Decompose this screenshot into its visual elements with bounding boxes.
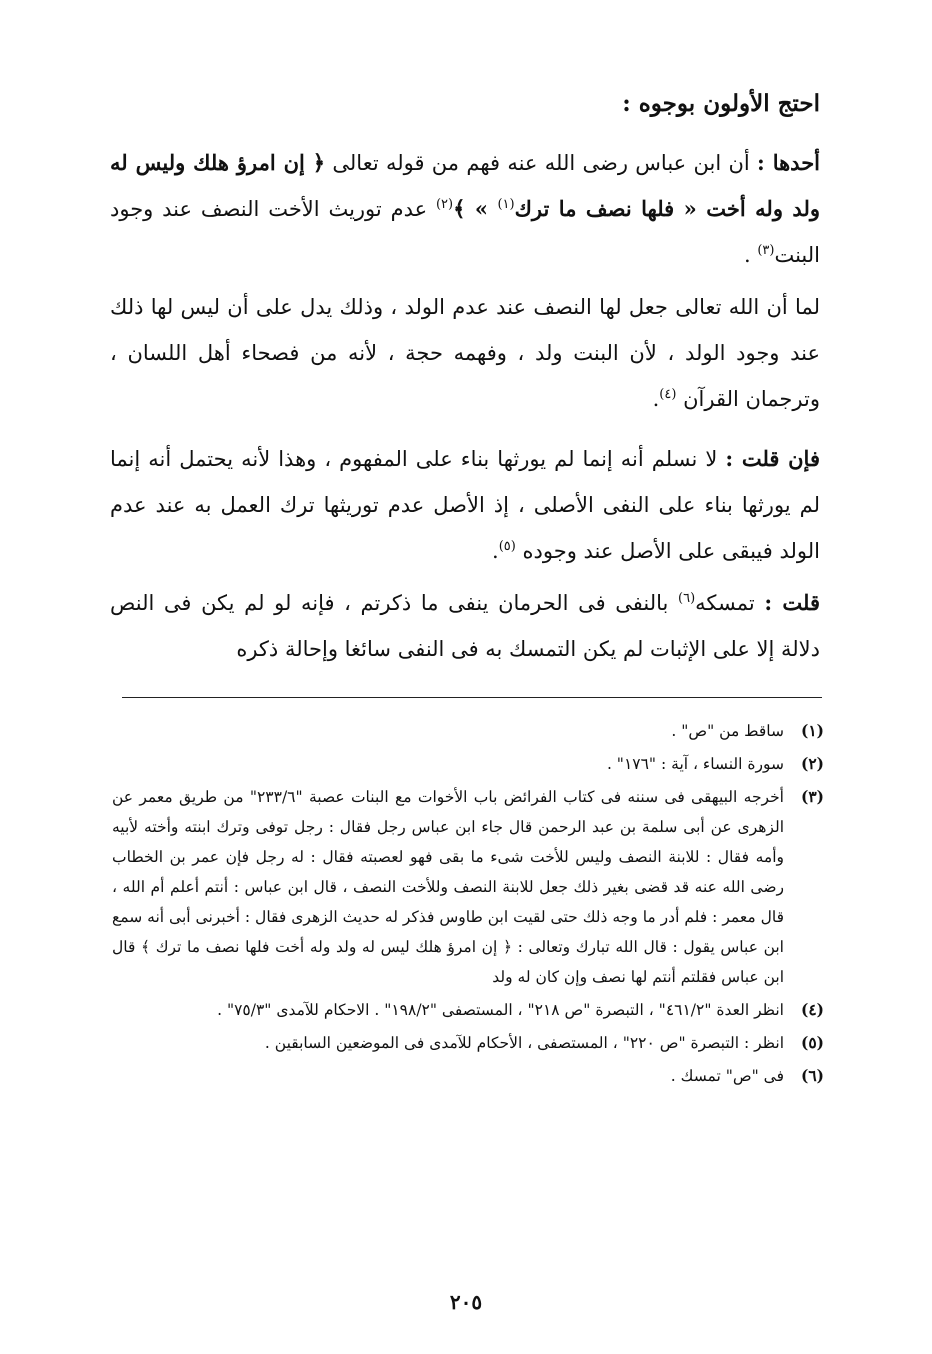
footnote-ref: (٣) — [757, 243, 775, 258]
paragraph-text: . — [743, 243, 758, 267]
paragraph-reasoning — [110, 284, 820, 422]
paragraph-text: لما أن الله تعالى جعل لها النصف عند عدم الولد ، وذلك يدل على أن ليس لها ذلك عند وجود الولد ، لأن البنت ولد ، وفهمه حجة ، لأنه من فصحاء أهل اللسان ، وترجمان القرآن — [110, 295, 820, 411]
footnote — [112, 749, 824, 779]
footnote-text: انظر : التبصرة "ص ٢٢٠" ، المستصفى ، الأحكام للآمدى فى الموضعين السابقين . — [264, 1034, 784, 1052]
footnote — [112, 1061, 824, 1091]
page-number: ٢٠٥ — [449, 1290, 483, 1314]
paragraph-lead: قلت : — [764, 590, 820, 615]
quote-close: » ﴾ — [453, 196, 498, 221]
footnote-number: (٣) — [800, 787, 824, 806]
paragraph-text: . — [652, 387, 660, 411]
paragraph-text: . — [492, 539, 499, 563]
paragraph-text: أن ابن عباس رضى الله عنه فهم من قوله تعالى — [325, 151, 758, 175]
footnote-ref: (٤) — [659, 387, 677, 402]
footnote-separator — [122, 697, 822, 698]
footnote-text: أخرجه البيهقى فى سننه فى كتاب الفرائض باب الأخوات مع البنات عصبة "٢٣٣/٦" من طريق معمر عن الزهرى عن أبى سلمة بن عبد الرحمن قال جاء ابن عباس رجل فقال : رجل توفى وترك ابنته وأخته لأبيه وأمه فقال : للابنة النصف وليس للأخت شىء ما بقى فهو لعصبته فقال : له رجل فإن عمر بن الخطاب رضى الله عنه قد قضى بغير ذلك جعل للابنة النصف وللأخت النصف ، قال ابن عباس : أنتم أعلم أم الله ، قال معمر : فلم أدر ما وجه ذلك حتى لقيت ابن طاوس فذكر له حديث الزهرى فقال : أخبرنى أبى أنه سمع ابن عباس يقول : قال الله تبارك وتعالى : ﴿ إن امرؤ هلك ليس له ولد وله أخت فلها نصف ما ترك ﴾ قال ابن عباس فقلتم أنتم لها نصف وإن كان له ولد — [112, 788, 784, 986]
paragraph-objection — [110, 436, 820, 574]
footnote-number: (١) — [800, 721, 824, 740]
footnote — [112, 716, 824, 746]
paragraph-text: تمسكه — [695, 591, 765, 615]
footnotes — [112, 716, 824, 1094]
footnote-text: سورة النساء ، آية : "١٧٦" . — [606, 755, 784, 773]
footnote-ref: (٦) — [678, 591, 696, 606]
footnote — [112, 1028, 824, 1058]
footnote-number: (٢) — [800, 754, 824, 773]
footnote-text: انظر العدة "٤٦١/٢" ، التبصرة "ص ٢١٨" ، المستصفى "١٩٨/٢" . الاحكام للآمدى "٧٥/٣" . — [217, 1001, 784, 1019]
paragraph-reply — [110, 580, 820, 672]
paragraph-first-argument — [110, 140, 820, 278]
footnote-text: ساقط من "ص" . — [671, 722, 784, 740]
footnote-ref: (٥) — [498, 539, 516, 554]
footnote-number: (٥) — [800, 1033, 824, 1052]
paragraph-text: بالنفى فى الحرمان ينفى ما ذكرتم ، فإنه لو لم يكن فى النص دلالة إلا على الإثبات لم يكن التمسك به فى النفى سائغا وإحالة ذكره — [110, 591, 820, 661]
footnote — [112, 995, 824, 1025]
section-heading: احتج الأولون بوجوه : — [622, 90, 820, 117]
footnote — [112, 782, 824, 992]
footnote-number: (٤) — [800, 1000, 824, 1019]
quran-quote: ﴿ إن امرؤ هلك وليس له ولد وله أخت « فلها نصف ما ترك — [110, 150, 820, 221]
footnote-ref: (٢) — [435, 197, 454, 212]
paragraph-text: عدم توريث الأخت النصف عند وجود البنت — [110, 197, 820, 267]
footnote-text: فى "ص" تمسك . — [670, 1067, 784, 1085]
paragraph-lead: أحدها : — [757, 150, 821, 175]
paragraph-lead: فإن قلت : — [725, 446, 820, 471]
footnote-number: (٦) — [800, 1066, 824, 1085]
footnote-ref: (١) — [497, 197, 515, 212]
paragraph-text: لا نسلم أنه إنما لم يورثها بناء على المفهوم ، وهذا لأنه يحتمل أنه إنما لم يورثها بناء على النفى الأصلى ، إذ الأصل عدم توريثها ترك العمل به عند عدم الولد فيبقى على الأصل عند وجوده — [110, 447, 820, 563]
